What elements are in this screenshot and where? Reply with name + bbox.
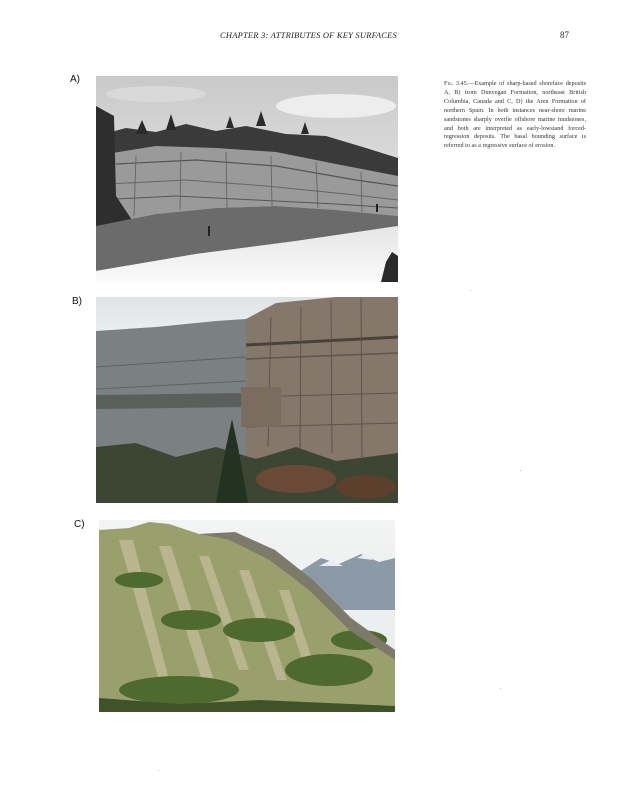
panel-label-a: A) [70,74,80,85]
panel-label-b: B) [72,296,82,307]
scan-speck [158,770,159,771]
scan-speck [500,688,501,689]
figure-caption [444,80,586,151]
photo-b-cliff [96,297,398,503]
panel-label-c: C) [74,519,85,530]
figure-label: Fig. 3.45. [444,80,469,87]
photo-c-hillside [99,520,395,712]
caption-text: —Example of sharp-based shoreface deposits A, B) from Dunvegan Formation, northeast British Columbia, Canada and C, D) the Aren Formation of northern Spain. In both instances near-shore marine sandstones sharply overlie offshore marine mudstones, and both are interpreted as early-lowstand forced-regression deposits. The basal bounding surface is referred to as a regressive surface of erosion. [444,80,586,150]
page-number: 87 [560,30,569,40]
photo-a-outcrop [96,76,398,282]
running-head [0,30,617,44]
scan-speck [470,290,471,291]
chapter-title: CHAPTER 3: ATTRIBUTES OF KEY SURFACES [219,30,397,40]
scan-speck [520,470,521,471]
